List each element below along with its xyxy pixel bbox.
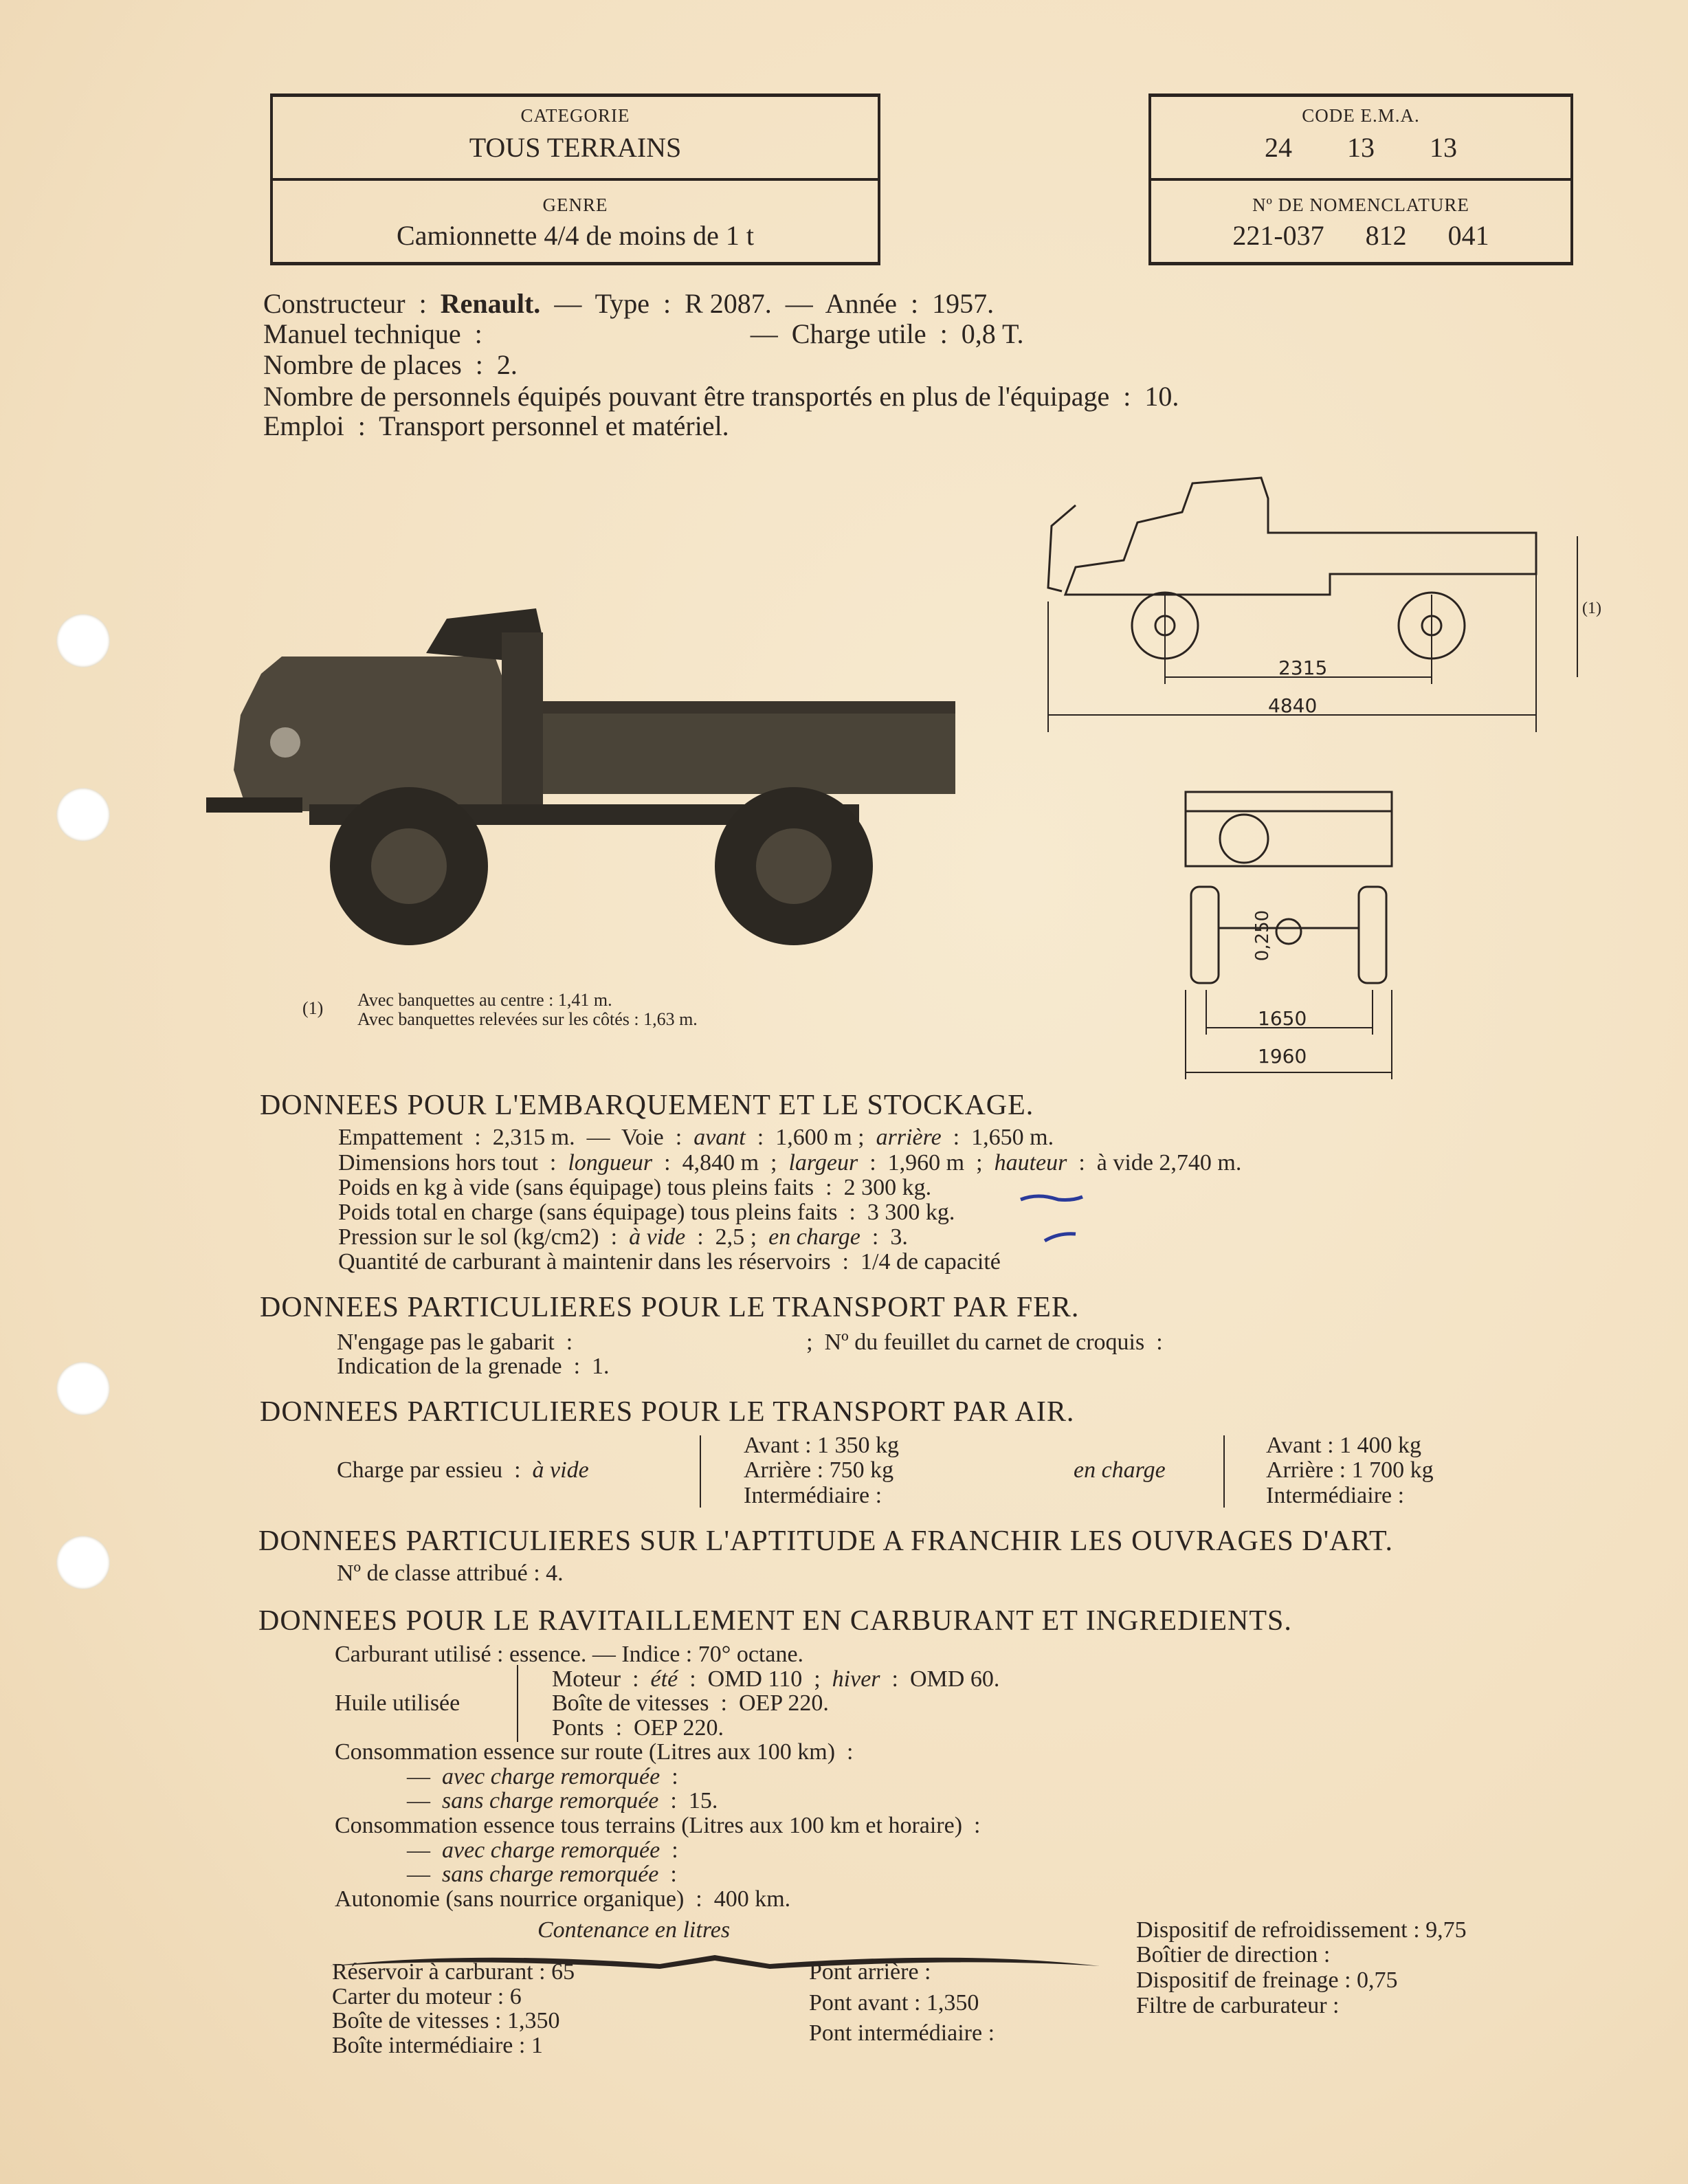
air-vide-intermediaire: Intermédiaire : [744, 1483, 882, 1508]
text-segment: Consommation essence sur route (Litres aux 100 km) : [335, 1739, 854, 1765]
italic-text: à vide [629, 1224, 686, 1250]
embarquement-line [338, 1151, 1241, 1176]
huile-line [552, 1691, 829, 1716]
dim-ground-clearance: 0,250 [1252, 909, 1274, 962]
text-segment: : 4,840 m ; [652, 1150, 789, 1176]
text-segment: Nombre de personnels équipés pouvant être transportés en plus de l'équipage : 10. [263, 381, 1179, 412]
bold-text: Renault. [440, 288, 541, 319]
divider [700, 1435, 701, 1508]
italic-text: sans charge remorquée [442, 1788, 659, 1813]
identity-personnels [263, 382, 1179, 412]
contenance-item: Boîte de vitesses : 1,350 [332, 2008, 560, 2033]
conso-line [407, 1838, 678, 1863]
italic-text: été [650, 1666, 678, 1692]
conso-line [335, 1813, 980, 1838]
section-title-ouvrages: DONNEES PARTICULIERES SUR L'APTITUDE A FRANCHIR LES OUVRAGES D'ART. [258, 1525, 1394, 1557]
embarquement-line [338, 1125, 1054, 1150]
text-segment: — [407, 1764, 442, 1789]
italic-text: arrière [876, 1125, 942, 1150]
embarquement-line [338, 1200, 955, 1225]
punch-hole [56, 788, 110, 841]
fer-line [337, 1354, 610, 1379]
code-value: 24 [1265, 132, 1292, 163]
italic-text: longueur [568, 1150, 653, 1176]
text-segment: Dimensions hors tout : [338, 1150, 568, 1176]
autonomie-line [335, 1887, 790, 1912]
text-segment: Quantité de carburant à maintenir dans les réservoirs : 1/4 de capacité [338, 1249, 1001, 1275]
italic-text: avant [693, 1125, 746, 1150]
text-segment: : 3. [860, 1224, 908, 1250]
text-segment: Poids en kg à vide (sans équipage) tous pleins faits : 2 300 kg. [338, 1175, 932, 1200]
text-segment: : à vide 2,740 m. [1067, 1150, 1242, 1176]
genre-label: GENRE [542, 195, 608, 215]
text-segment: : 15. [658, 1788, 718, 1813]
italic-text: en charge [768, 1224, 860, 1250]
italic-text: largeur [788, 1150, 858, 1176]
conso-line [335, 1740, 853, 1765]
air-charge-avant: Avant : 1 400 kg [1266, 1433, 1422, 1458]
contenance-item: Réservoir à carburant : 65 [332, 1959, 575, 1985]
text-segment: — [407, 1838, 442, 1863]
footnote-line: Avec banquettes relevées sur les côtés : 1,63 m. [357, 1009, 698, 1029]
conso-line [407, 1789, 718, 1813]
text-segment: Charge par essieu : [337, 1457, 533, 1483]
text-segment: N'engage pas le gabarit : ; Nº du feuillet du carnet de croquis : [337, 1330, 1163, 1355]
text-segment: : 2,5 ; [685, 1224, 769, 1250]
text-segment: : OMD 60. [880, 1666, 1000, 1692]
rear-view-drawing [1179, 784, 1406, 1086]
categorie-label: CATEGORIE [520, 105, 630, 126]
text-segment: Nombre de places : 2. [263, 349, 518, 380]
section-title-embarquement: DONNEES POUR L'EMBARQUEMENT ET LE STOCKAGE. [260, 1090, 1034, 1121]
text-segment: Manuel technique : — Charge utile : 0,8 T. [263, 318, 1024, 349]
identity-manuel [263, 319, 1024, 349]
text-segment: : [658, 1862, 677, 1887]
embarquement-line [338, 1250, 1001, 1275]
text-segment: Moteur : [552, 1666, 651, 1692]
text-segment: Boîte de vitesses : OEP 220. [552, 1690, 829, 1716]
nomenclature-value: 221-037 [1232, 220, 1324, 251]
divider [517, 1665, 518, 1742]
air-charge-intermediaire: Intermédiaire : [1266, 1483, 1405, 1508]
nomenclature-value: 812 [1365, 220, 1407, 251]
text-segment: Emploi : Transport personnel et matériel. [263, 410, 729, 441]
contenance-item: Pont avant : 1,350 [809, 1990, 979, 2016]
italic-text: à vide [532, 1457, 589, 1483]
pen-underline-mark [1017, 1193, 1100, 1248]
side-view-drawing [1034, 471, 1625, 739]
contenance-item: Dispositif de freinage : 0,75 [1136, 1967, 1398, 1993]
contenance-item: Pont arrière : [809, 1959, 931, 1985]
code-value: 13 [1430, 132, 1457, 163]
embarquement-line [338, 1176, 931, 1200]
code-box [1148, 93, 1573, 265]
categorie-value: TOUS TERRAINS [469, 132, 682, 163]
italic-text: hiver [832, 1666, 880, 1692]
text-segment: Constructeur : [263, 288, 441, 319]
punch-hole [56, 1362, 110, 1415]
genre-value: Camionnette 4/4 de moins de 1 t [397, 220, 754, 251]
embarquement-line [338, 1225, 908, 1250]
nomenclature-label: Nº DE NOMENCLATURE [1252, 195, 1469, 215]
ouvrages-line: Nº de classe attribué : 4. [337, 1560, 564, 1586]
text-segment: Indication de la grenade : 1. [337, 1354, 610, 1379]
fer-line [337, 1330, 1163, 1355]
text-segment: Pression sur le sol (kg/cm2) : [338, 1224, 630, 1250]
dim-wheelbase: 2315 [1278, 657, 1328, 679]
carburant-line: Carburant utilisé : essence. — Indice : 70° octane. [335, 1642, 804, 1667]
text-segment: — Type : R 2087. — Année : 1957. [540, 288, 995, 319]
section-title-fer: DONNEES PARTICULIERES POUR LE TRANSPORT PAR FER. [260, 1292, 1080, 1323]
conso-line [407, 1765, 678, 1789]
italic-text: hauteur [994, 1150, 1067, 1176]
text-segment: : 1,600 m ; [745, 1125, 876, 1150]
code-label: CODE E.M.A. [1302, 105, 1420, 126]
nomenclature-value: 041 [1447, 220, 1489, 251]
identity-constructeur [263, 289, 994, 319]
section-title-ravitaillement: DONNEES POUR LE RAVITAILLEMENT EN CARBURANT ET INGREDIENTS. [258, 1605, 1292, 1637]
truck-photo [206, 591, 990, 966]
text-segment: Consommation essence tous terrains (Litres aux 100 km et horaire) : [335, 1813, 981, 1838]
category-box [270, 93, 880, 265]
text-segment: : 1,960 m ; [858, 1150, 995, 1176]
italic-text: avec charge remorquée [442, 1764, 660, 1789]
italic-text: avec charge remorquée [442, 1838, 660, 1863]
dim-height-note: (1) [1582, 599, 1601, 617]
text-segment: : [660, 1764, 678, 1789]
italic-text: sans charge remorquée [442, 1862, 659, 1887]
contenance-item: Pont intermédiaire : [809, 2020, 995, 2046]
air-charge-label [337, 1458, 589, 1483]
contenance-item: Boîte intermédiaire : 1 [332, 2033, 543, 2058]
divider [273, 178, 878, 181]
identity-emploi [263, 411, 729, 441]
huile-line [552, 1667, 999, 1692]
huile-line [552, 1716, 724, 1741]
dim-length: 4840 [1268, 694, 1318, 717]
text-segment: : 1,650 m. [941, 1125, 1054, 1150]
contenance-title: Contenance en litres [537, 1917, 731, 1943]
contenance-item: Boîtier de direction : [1136, 1942, 1331, 1967]
text-segment: Empattement : 2,315 m. — Voie : [338, 1125, 694, 1150]
text-segment: Ponts : OEP 220. [552, 1715, 724, 1741]
code-value: 13 [1347, 132, 1375, 163]
footnote-mark: (1) [302, 998, 324, 1018]
huile-label: Huile utilisée [335, 1690, 460, 1716]
dim-width: 1960 [1258, 1045, 1307, 1068]
air-charge-arriere: Arrière : 1 700 kg [1266, 1457, 1434, 1483]
conso-line [407, 1862, 677, 1887]
footnote-line: Avec banquettes au centre : 1,41 m. [357, 990, 612, 1010]
text-segment: — [407, 1862, 442, 1887]
text-segment: Poids total en charge (sans équipage) tous pleins faits : 3 300 kg. [338, 1200, 955, 1225]
text-segment: : OMD 110 ; [678, 1666, 832, 1692]
identity-places [263, 350, 518, 380]
divider [1151, 178, 1570, 181]
section-title-air: DONNEES PARTICULIERES POUR LE TRANSPORT PAR AIR. [260, 1396, 1075, 1428]
contenance-item: Carter du moteur : 6 [332, 1984, 522, 2009]
text-segment: Autonomie (sans nourrice organique) : 400 km. [335, 1886, 791, 1912]
punch-hole [56, 614, 110, 668]
divider [1223, 1435, 1225, 1508]
contenance-item: Filtre de carburateur : [1136, 1993, 1340, 2018]
text-segment: — [407, 1788, 442, 1813]
air-vide-avant: Avant : 1 350 kg [744, 1433, 900, 1458]
contenance-item: Dispositif de refroidissement : 9,75 [1136, 1917, 1467, 1943]
air-vide-arriere: Arrière : 750 kg [744, 1457, 894, 1483]
text-segment: : [660, 1838, 678, 1863]
punch-hole [56, 1536, 110, 1589]
dim-track: 1650 [1258, 1007, 1307, 1030]
air-charge-label-en-charge: en charge [1074, 1457, 1166, 1483]
